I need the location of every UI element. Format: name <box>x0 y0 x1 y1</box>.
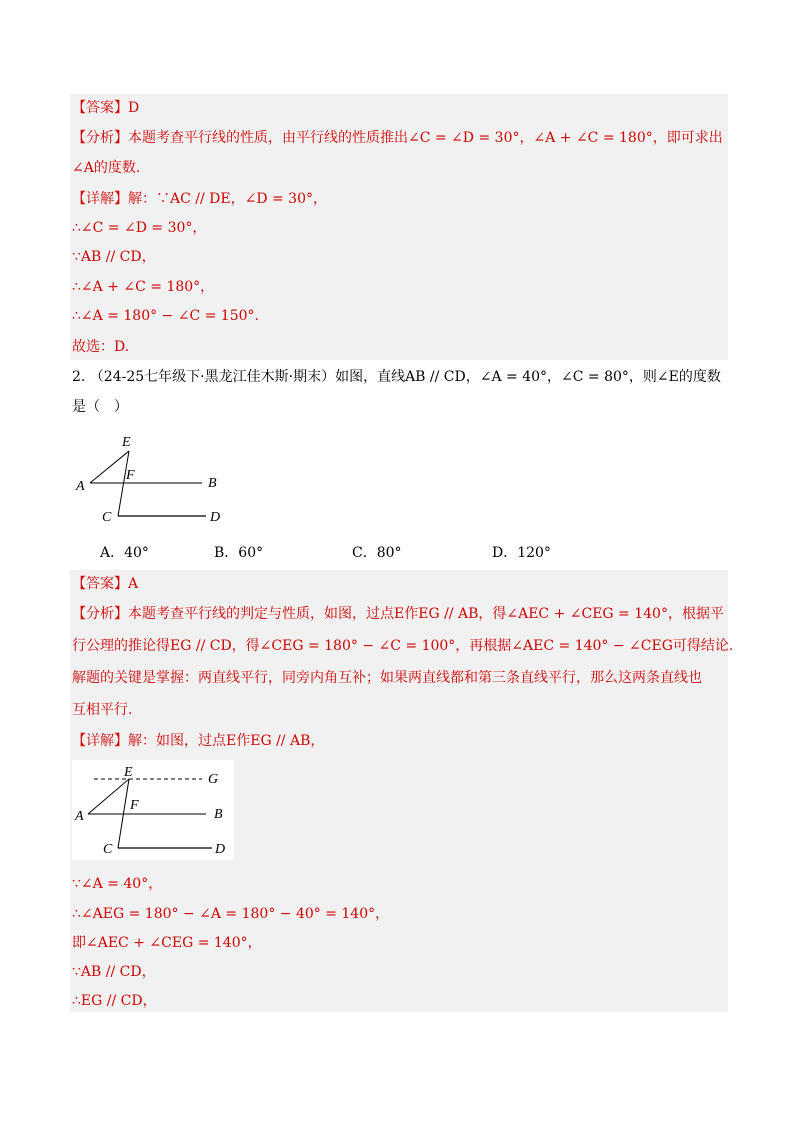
label-b: B <box>208 476 217 491</box>
answer-value: A <box>128 576 139 592</box>
detail-line-3: ∵AB // CD， <box>72 249 156 265</box>
analysis-text: 本题考查平行线的判定与性质，如图，过点E作EG // AB，得∠AEC + ∠CEG = 140°，根据平 <box>128 606 724 622</box>
step-line-2: ∴∠AEG = 180° − ∠A = 180° − 40° = 140°， <box>72 906 390 922</box>
label-f: F <box>126 468 135 483</box>
analysis-line-1 <box>72 604 724 624</box>
segment-ae <box>88 779 129 814</box>
label-d: D <box>215 842 226 857</box>
option-c[interactable]: C．80° <box>352 545 402 561</box>
label-f: F <box>130 798 139 813</box>
answer-label: 【答案】 <box>72 100 128 116</box>
detail-text: 解：如图，过点E作EG // AB， <box>128 733 325 749</box>
detail-text: 解：∵AC // DE，∠D = 30°， <box>128 191 328 207</box>
detail-label: 【详解】 <box>72 191 128 207</box>
step-line-1: ∵∠A = 40°， <box>72 876 163 892</box>
label-d: D <box>210 510 221 525</box>
detail-line-1 <box>72 731 324 751</box>
option-b[interactable]: B．60° <box>214 545 264 561</box>
analysis-label: 【分析】 <box>72 130 128 146</box>
analysis-label: 【分析】 <box>72 606 128 622</box>
detail-label: 【详解】 <box>72 733 128 749</box>
answer-label: 【答案】 <box>72 576 128 592</box>
solution-figure <box>72 760 234 860</box>
answer-line-2 <box>72 574 138 594</box>
step-line-4: ∵AB // CD， <box>72 964 156 980</box>
question-2-figure <box>70 430 230 530</box>
label-e: E <box>122 435 131 450</box>
segment-ae <box>90 451 129 483</box>
detail-line-4: ∴∠A + ∠C = 180°， <box>72 279 215 295</box>
label-b: B <box>214 807 223 822</box>
conclusion-line: 故选：D. <box>72 339 130 355</box>
option-a[interactable]: A．40° <box>100 545 149 561</box>
analysis-line-3: 解题的关键是掌握：两直线平行，同旁内角互补；如果两直线都和第三条直线平行，那么这两条直线也 <box>72 670 702 686</box>
step-line-5: ∴EG // CD， <box>72 993 157 1009</box>
detail-line-2: ∴∠C = ∠D = 30°， <box>72 220 207 236</box>
label-g: G <box>208 772 219 787</box>
analysis-line-2: ∠A的度数. <box>72 160 141 176</box>
detail-line-1 <box>72 189 327 209</box>
analysis-line-2: 行公理的推论得EG // CD，得∠CEG = 180° − ∠C = 100°，再根据∠AEC = 140° − ∠CEG可得结论. <box>72 638 734 654</box>
label-c: C <box>103 842 113 857</box>
option-d[interactable]: D．120° <box>492 545 551 561</box>
detail-line-5: ∴∠A = 180° − ∠C = 150°. <box>72 308 259 324</box>
answer-value: D <box>128 100 140 116</box>
label-c: C <box>102 510 112 525</box>
label-e: E <box>124 765 133 780</box>
step-line-3: 即∠AEC + ∠CEG = 140°， <box>72 935 262 951</box>
question-2-line-2: 是（ ） <box>72 399 128 415</box>
analysis-line-1 <box>72 128 723 148</box>
question-2-line-1: 2. （24-25七年级下·黑龙江佳木斯·期末）如图，直线AB // CD，∠A = 40°，∠C = 80°，则∠E的度数 <box>72 369 721 385</box>
analysis-line-4: 互相平行. <box>72 702 133 718</box>
label-a: A <box>75 809 84 824</box>
answer-line-1 <box>72 98 139 118</box>
label-a: A <box>76 479 85 494</box>
analysis-text: 本题考查平行线的性质，由平行线的性质推出∠C = ∠D = 30°，∠A + ∠C = 180°，即可求出 <box>128 130 723 146</box>
